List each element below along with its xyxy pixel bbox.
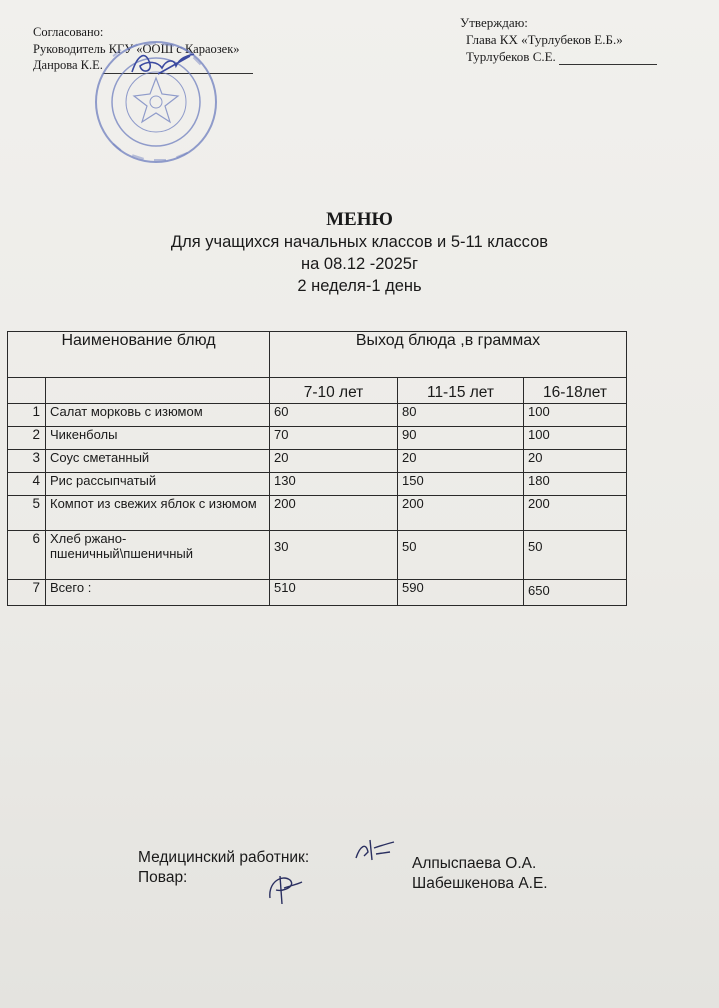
header-output: Выход блюда ,в граммах [270, 332, 627, 378]
cook-label: Повар: [138, 869, 188, 886]
table-row [8, 531, 627, 580]
portion-11-15: 50 [398, 531, 524, 580]
portion-7-10: 60 [270, 404, 398, 427]
portion-11-15: 200 [398, 496, 524, 531]
row-number: 4 [8, 473, 46, 496]
portion-16-18: 50 [524, 531, 627, 580]
dish-name: Компот из свежих яблок с изюмом [46, 496, 270, 531]
dish-name: Салат морковь с изюмом [46, 404, 270, 427]
menu-subtitle: Для учащихся начальных классов и 5-11 классов [170, 233, 549, 251]
approve-signature-line [460, 48, 657, 65]
portion-7-10: 30 [270, 531, 398, 580]
row-number: 7 [8, 580, 46, 606]
portion-16-18: 180 [524, 473, 627, 496]
portion-16-18: 200 [524, 496, 627, 531]
row-number: 3 [8, 450, 46, 473]
portion-16-18: 20 [524, 450, 627, 473]
portion-7-10: 130 [270, 473, 398, 496]
medic-label: Медицинский работник: [138, 849, 310, 866]
table-row [8, 473, 627, 496]
agreed-label: Согласовано: [33, 25, 104, 39]
row-number: 6 [8, 531, 46, 580]
approve-position: Глава КХ «Турлубеков Е.Б.» [466, 32, 623, 47]
approve-name: Турлубеков С.Е. [466, 49, 556, 64]
director-signature [128, 46, 198, 80]
table-header-row [8, 332, 627, 378]
signature-underline [559, 52, 657, 65]
portion-16-18: 100 [524, 427, 627, 450]
portion-16-18: 650 [524, 580, 627, 606]
menu-table [7, 331, 627, 606]
age-group: 16-18лет [524, 378, 627, 404]
dish-name: Всего : [46, 580, 270, 606]
age-group: 7-10 лет [270, 378, 398, 404]
approval-right-block [460, 14, 657, 65]
menu-week-day: 2 неделя-1 день [297, 277, 422, 295]
portion-11-15: 150 [398, 473, 524, 496]
row-number: 5 [8, 496, 46, 531]
table-total-row [8, 580, 627, 606]
dish-name: Соус сметанный [46, 450, 270, 473]
cook-signature [262, 868, 306, 908]
portion-11-15: 20 [398, 450, 524, 473]
footer-names [412, 854, 548, 894]
approve-label: Утверждаю: [460, 15, 528, 30]
menu-title: МЕНЮ [326, 209, 393, 230]
dish-name: Хлеб ржано-пшеничный\пшеничный [46, 531, 270, 580]
medic-name: Алпыспаева О.А. [412, 855, 537, 872]
age-group: 11-15 лет [398, 378, 524, 404]
portion-11-15: 90 [398, 427, 524, 450]
portion-7-10: 200 [270, 496, 398, 531]
medic-signature [350, 836, 398, 866]
table-row [8, 404, 627, 427]
table-row [8, 496, 627, 531]
row-number: 2 [8, 427, 46, 450]
menu-date: на 08.12 -2025г [301, 255, 418, 273]
dish-name: Рис рассыпчатый [46, 473, 270, 496]
table-age-row [8, 378, 627, 404]
portion-7-10: 510 [270, 580, 398, 606]
portion-7-10: 70 [270, 427, 398, 450]
agreed-name: Данрова К.Е. [33, 58, 103, 72]
header-dish-name: Наименование блюд [8, 332, 270, 378]
agreed-position: Руководитель КГУ «ООШ с Караозек» [33, 41, 240, 56]
portion-16-18: 100 [524, 404, 627, 427]
row-number: 1 [8, 404, 46, 427]
portion-11-15: 590 [398, 580, 524, 606]
table-row [8, 450, 627, 473]
table-row [8, 427, 627, 450]
portion-11-15: 80 [398, 404, 524, 427]
cook-name: Шабешкенова А.Е. [412, 875, 548, 892]
portion-7-10: 20 [270, 450, 398, 473]
dish-name: Чикенболы [46, 427, 270, 450]
